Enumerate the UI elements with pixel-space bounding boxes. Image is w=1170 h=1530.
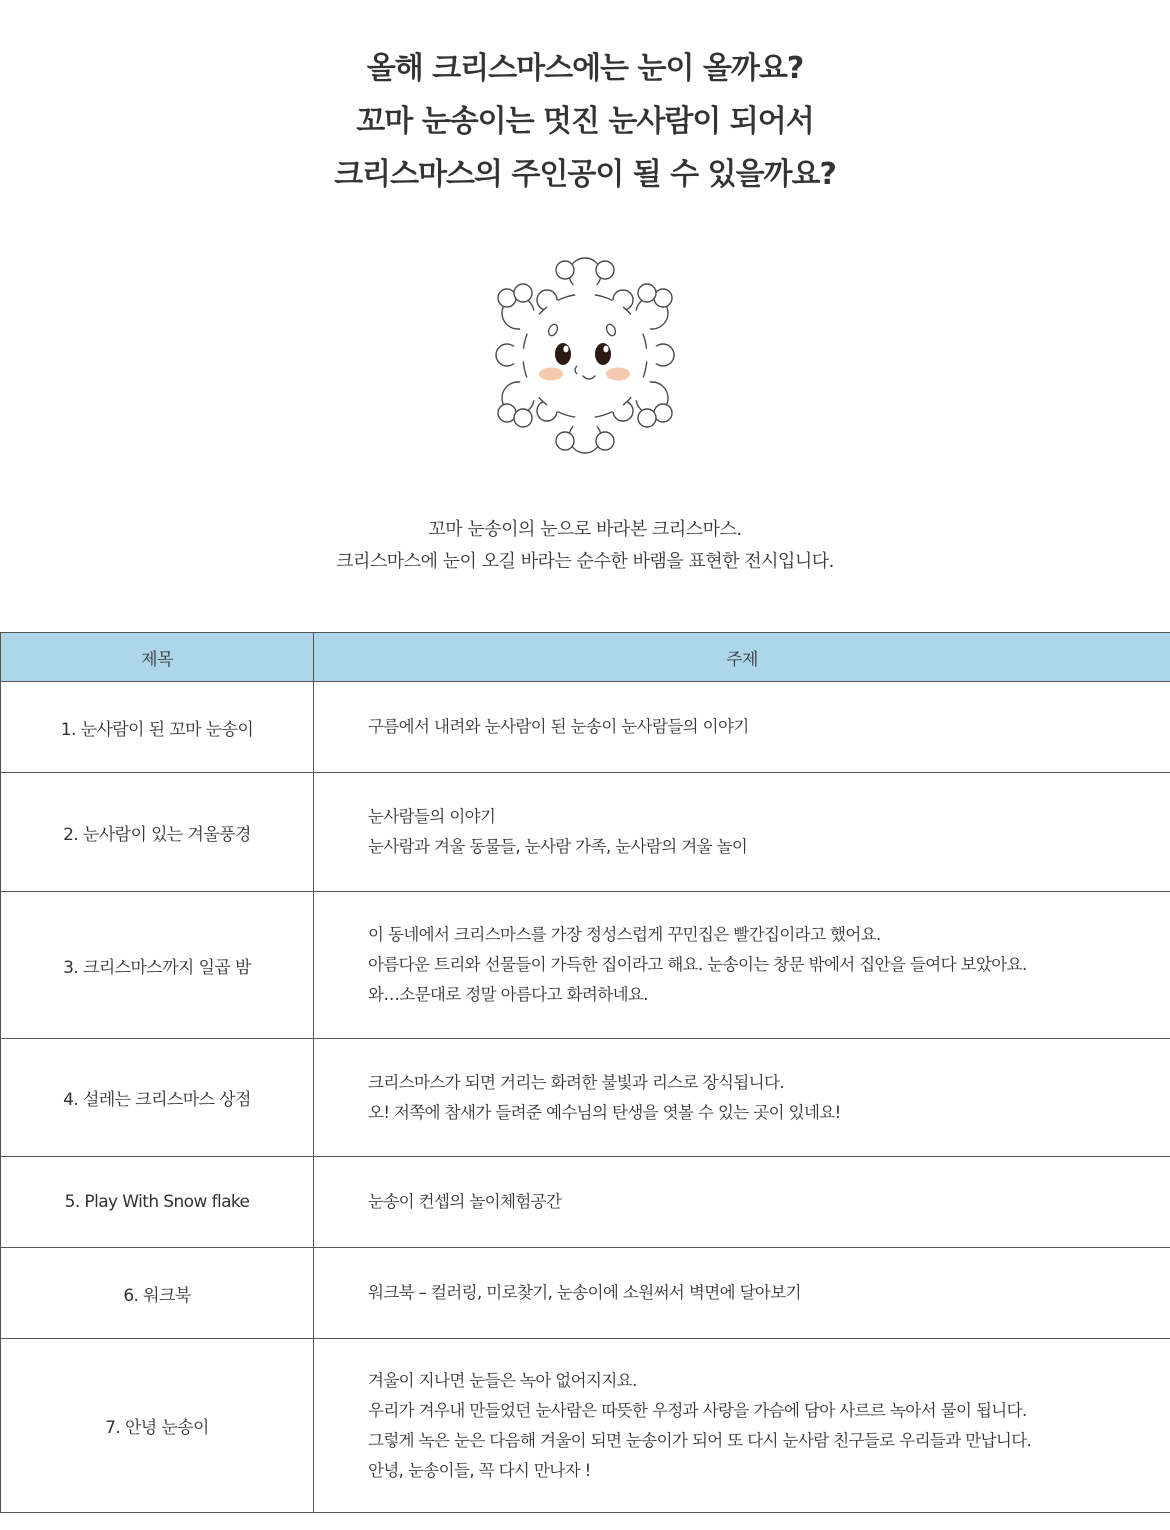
theme-table-wrapper	[0, 632, 1170, 1513]
headline-line: 크리스마스의 주인공이 될 수 있을까요?	[334, 157, 836, 192]
description-line: 안녕, 눈송이들, 꼭 다시 만나자 !	[368, 1460, 591, 1480]
table-row	[1, 1039, 1170, 1157]
description-line: 눈송이 컨셉의 놀이체험공간	[368, 1192, 562, 1211]
row-description	[314, 682, 1170, 773]
row-description	[314, 892, 1170, 1039]
intro-line: 크리스마스에 눈이 오길 바라는 순수한 바램을 표현한 전시입니다.	[336, 551, 834, 572]
row-description	[314, 1039, 1170, 1157]
row-title: 7. 안녕 눈송이	[1, 1339, 314, 1513]
description-line: 이 동네에서 크리스마스를 가장 정성스럽게 꾸민집은 빨간집이라고 했어요.	[368, 925, 881, 944]
headline-line: 올해 크리스마스에는 눈이 올까요?	[366, 51, 804, 86]
description-line: 크리스마스가 되면 거리는 화려한 불빛과 리스로 장식됩니다.	[368, 1072, 784, 1092]
description-line: 아름다운 트리와 선물들이 가득한 집이라고 해요. 눈송이는 창문 밖에서 집안을 들여다 보았아요.	[368, 955, 1027, 974]
row-title: 1. 눈사람이 된 꼬마 눈송이	[1, 682, 314, 773]
row-description	[314, 773, 1170, 892]
description-line: 오! 저쪽에 참새가 들려준 예수님의 탄생을 엿볼 수 있는 곳이 있네요!	[368, 1102, 841, 1122]
row-description	[314, 1157, 1170, 1248]
description-line: 워크북 – 컬러링, 미로찾기, 눈송이에 소원써서 벽면에 달아보기	[368, 1283, 801, 1302]
row-description	[314, 1248, 1170, 1339]
headline-line: 꼬마 눈송이는 멋진 눈사람이 되어서	[356, 104, 814, 139]
table-row	[1, 1248, 1170, 1339]
column-header-theme: 주제	[314, 633, 1170, 682]
description-line: 그렇게 녹은 눈은 다음해 겨울이 되면 눈송이가 되어 또 다시 눈사람 친구들로 우리들과 만납니다.	[368, 1430, 1032, 1450]
table-row	[1, 1157, 1170, 1248]
description-line: 겨울이 지나면 눈들은 녹아 없어지지요.	[368, 1370, 637, 1390]
row-title: 2. 눈사람이 있는 겨울풍경	[1, 773, 314, 892]
table-header-row	[1, 633, 1170, 682]
table-row	[1, 682, 1170, 773]
row-title: 6. 워크북	[1, 1248, 314, 1339]
intro-text	[0, 514, 1170, 578]
description-line: 우리가 겨우내 만들었던 눈사람은 따뜻한 우정과 사랑을 가슴에 담아 사르르 녹아서 물이 됩니다.	[368, 1400, 1027, 1420]
snowflake-character-icon	[485, 248, 685, 463]
column-header-title: 제목	[1, 633, 314, 682]
row-description	[314, 1339, 1170, 1513]
table-row	[1, 892, 1170, 1039]
description-line: 눈사람들의 이야기	[368, 807, 496, 826]
table-row	[1, 1339, 1170, 1513]
headline	[0, 42, 1170, 201]
table-row	[1, 773, 1170, 892]
intro-line: 꼬마 눈송이의 눈으로 바라본 크리스마스.	[428, 519, 742, 540]
theme-table	[0, 632, 1170, 1513]
row-title: 4. 설레는 크리스마스 상점	[1, 1039, 314, 1157]
row-title: 5. Play With Snow flake	[1, 1157, 314, 1248]
description-line: 구름에서 내려와 눈사람이 된 눈송이 눈사람들의 이야기	[368, 717, 749, 736]
row-title: 3. 크리스마스까지 일곱 밤	[1, 892, 314, 1039]
description-line: 눈사람과 겨울 동물들, 눈사람 가족, 눈사람의 겨울 놀이	[368, 837, 748, 856]
description-line: 와…소문대로 정말 아름다고 화려하네요.	[368, 985, 648, 1004]
